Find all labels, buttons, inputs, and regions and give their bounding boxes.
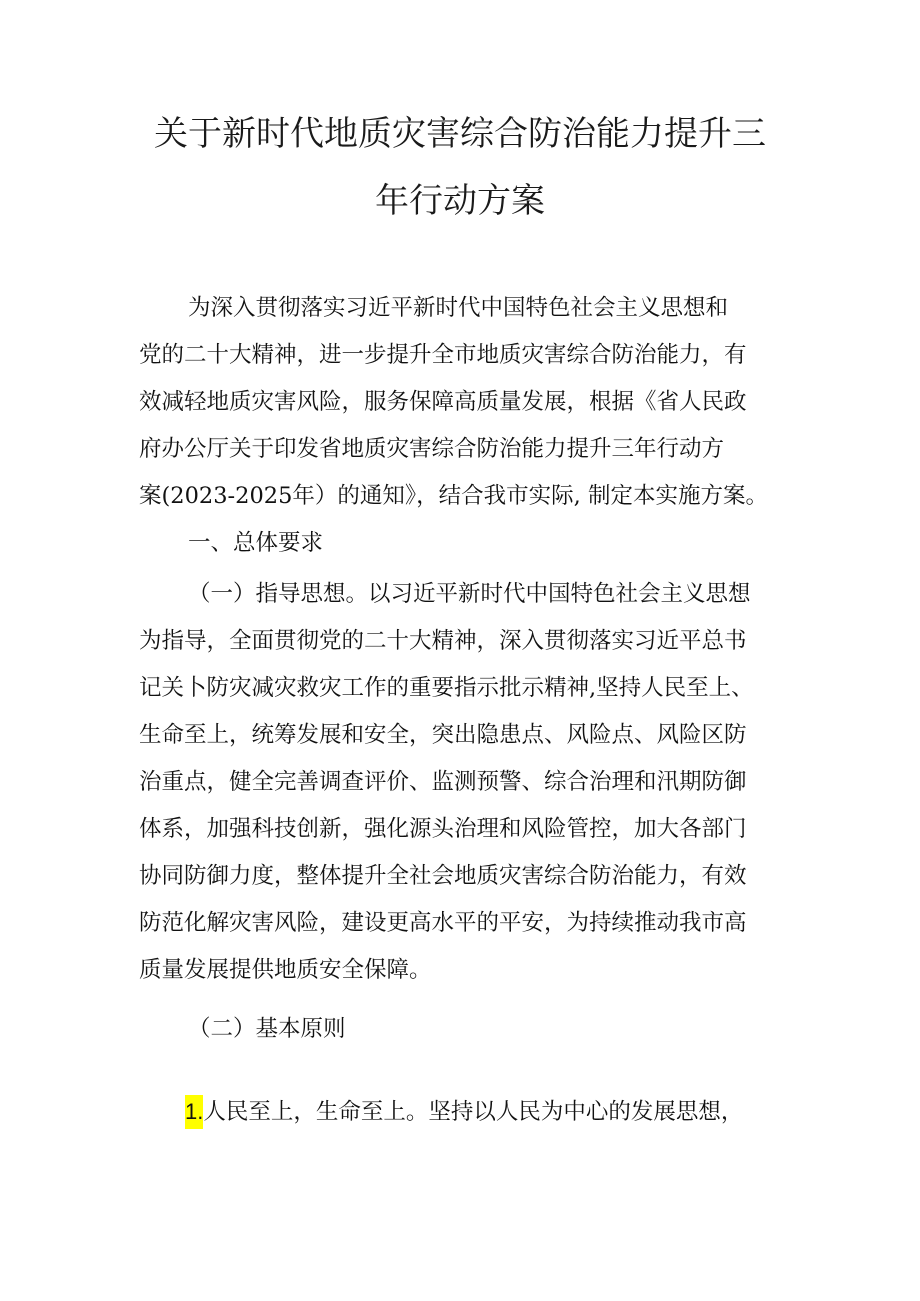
guide-line-3: 记关卜防灾减灾救灾工作的重要指示批示精神,坚持人民至上、: [139, 675, 754, 701]
intro-line-1: 为深入贯彻落实习近平新时代中国特色社会主义思想和: [188, 295, 729, 321]
intro-line-3: 效减轻地质灾害风险，服务保障高质量发展，根据《省人民政: [139, 389, 747, 415]
guide-line-2: 为指导，全面贯彻党的二十大精神，深入贯彻落实习近平总书: [139, 628, 747, 654]
principle-1-text: 人民至上，生命至上。坚持以人民为中心的发展思想，: [203, 1099, 744, 1125]
intro-line-2: 党的二十大精神，进一步提升全市地质灾害综合防治能力，有: [139, 342, 747, 368]
intro-line-5: 案(2023-2025年）的通知》，结合我市实际, 制定本实施方案。: [139, 483, 768, 509]
principle-1-number-highlight: 1.: [185, 1095, 203, 1129]
guide-line-5: 治重点，健全完善调查评价、监测预警、综合治理和汛期防御: [139, 769, 747, 795]
intro-line-4: 府办公厅关于印发省地质灾害综合防治能力提升三年行动方: [139, 436, 725, 462]
guide-line-7: 协同防御力度，整体提升全社会地质灾害综合防治能力，有效: [139, 863, 747, 889]
principles-heading: （二）基本原则: [188, 1016, 346, 1042]
section-heading-general-requirements: 一、总体要求: [188, 530, 324, 556]
principle-1-line: [185, 1095, 743, 1129]
guide-line-8: 防范化解灾害风险，建设更高水平的平安，为持续推动我市高: [139, 910, 747, 936]
document-title-line-1: 关于新时代地质灾害综合防治能力提升三: [154, 114, 766, 154]
document-title-line-2: 年行动方案: [375, 181, 545, 221]
guide-line-1: （一）指导思想。以习近平新时代中国特色社会主义思想: [188, 581, 751, 607]
guide-line-9: 质量发展提供地质安全保障。: [139, 957, 432, 983]
guide-line-4: 生命至上，统筹发展和安全，突出隐患点、风险点、风险区防: [139, 722, 747, 748]
guide-line-6: 体系，加强科技创新，强化源头治理和风险管控，加大各部门: [139, 816, 747, 842]
